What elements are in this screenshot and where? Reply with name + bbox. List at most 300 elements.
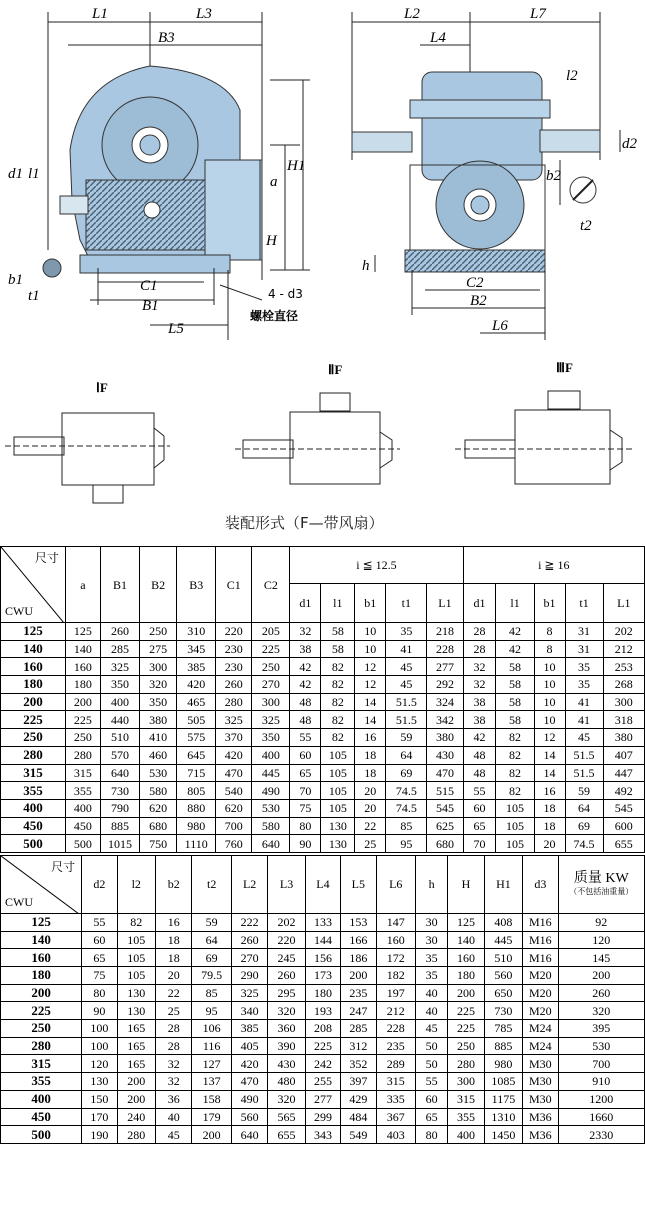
table-cell: 470 — [216, 764, 252, 782]
table-cell: 280 — [216, 693, 252, 711]
bolt-label: 4 - d3 — [268, 287, 303, 301]
table-cell: 82 — [496, 746, 534, 764]
table-cell: 32 — [155, 1073, 191, 1091]
table-cell: 10 — [534, 658, 565, 676]
table-cell: 355 — [65, 782, 100, 800]
table-cell: 450 — [65, 817, 100, 835]
table-cell: 200 — [558, 967, 644, 985]
table-cell: 490 — [231, 1090, 267, 1108]
table-cell: 100 — [82, 1020, 117, 1038]
table-cell: 160 — [376, 931, 416, 949]
table-cell: 116 — [192, 1037, 232, 1055]
table-cell: 429 — [341, 1090, 376, 1108]
table2-header-b2: b2 — [155, 855, 191, 913]
table-cell: 260 — [268, 967, 305, 985]
table-cell: 32 — [463, 676, 496, 694]
table-cell: M16 — [523, 949, 558, 967]
mass-header-label: 质量 KW — [573, 870, 629, 886]
table2-header-d2: d2 — [82, 855, 117, 913]
dim-H1: H1 — [287, 158, 306, 174]
table-cell: 560 — [484, 967, 522, 985]
table-cell: 45 — [416, 1020, 448, 1038]
table-cell: 48 — [290, 693, 321, 711]
dim-h: h — [362, 258, 370, 274]
table-row — [1, 835, 645, 853]
table-cell: 179 — [192, 1108, 232, 1126]
table-cell: 408 — [484, 913, 522, 931]
table-cell: 620 — [216, 799, 252, 817]
dim-L4: L4 — [430, 30, 446, 46]
table-row — [1, 764, 645, 782]
table-cell: 38 — [290, 640, 321, 658]
table-cell: 105 — [496, 799, 534, 817]
table-row — [1, 931, 645, 949]
table-cell: M30 — [523, 1090, 558, 1108]
model-cell: 250 — [1, 729, 66, 747]
table-cell: 230 — [216, 658, 252, 676]
table-cell: 510 — [100, 729, 139, 747]
model-cell: 315 — [1, 764, 66, 782]
table-cell: 460 — [140, 746, 177, 764]
table-cell: 69 — [192, 949, 232, 967]
mass-header-note: （不包括油重量） — [569, 886, 634, 896]
table-cell: 127 — [192, 1055, 232, 1073]
table1-subheader-a-t1: t1 — [386, 584, 427, 623]
table-cell: 680 — [427, 835, 463, 853]
table-cell: 165 — [117, 1020, 155, 1038]
table-cell: 785 — [484, 1020, 522, 1038]
table-cell: 170 — [82, 1108, 117, 1126]
table-cell: 35 — [565, 658, 603, 676]
table-row — [1, 913, 645, 931]
table-cell: 82 — [496, 764, 534, 782]
table-cell: 355 — [448, 1108, 484, 1126]
table-cell: 270 — [252, 676, 290, 694]
table-cell: 318 — [603, 711, 644, 729]
table-cell: 225 — [65, 711, 100, 729]
table-cell: 82 — [496, 782, 534, 800]
table-cell: 70 — [290, 782, 321, 800]
table-cell: 289 — [376, 1055, 416, 1073]
table-cell: 197 — [376, 984, 416, 1002]
model-cell: 200 — [1, 693, 66, 711]
table-cell: 14 — [534, 746, 565, 764]
table-cell: 14 — [534, 764, 565, 782]
dim-L1: L1 — [92, 6, 108, 22]
table-cell: 42 — [290, 676, 321, 694]
table-cell: 42 — [463, 729, 496, 747]
table-cell: 32 — [463, 658, 496, 676]
table-cell: 250 — [252, 658, 290, 676]
table-row — [1, 1002, 645, 1020]
table-cell: 18 — [355, 746, 386, 764]
table-cell: 315 — [65, 764, 100, 782]
table-cell: 144 — [305, 931, 340, 949]
table-row — [1, 1037, 645, 1055]
table-cell: 465 — [177, 693, 216, 711]
table-cell: 8 — [534, 640, 565, 658]
table-cell: 42 — [496, 623, 534, 641]
table-cell: 350 — [252, 729, 290, 747]
table-cell: 1660 — [558, 1108, 644, 1126]
table-cell: 166 — [341, 931, 376, 949]
table-cell: 320 — [140, 676, 177, 694]
table-cell: 310 — [177, 623, 216, 641]
table-cell: 490 — [252, 782, 290, 800]
table-cell: 82 — [321, 729, 355, 747]
table-cell: 268 — [603, 676, 644, 694]
table-cell: 105 — [321, 782, 355, 800]
table1-corner — [1, 547, 66, 623]
table2-header-L5: L5 — [341, 855, 376, 913]
table-cell: 150 — [82, 1090, 117, 1108]
table-cell: 59 — [565, 782, 603, 800]
table-cell: 540 — [216, 782, 252, 800]
dim-L2: L2 — [404, 6, 420, 22]
dimension-tables — [0, 546, 645, 1144]
table-cell: 45 — [386, 676, 427, 694]
table-cell: 58 — [496, 693, 534, 711]
table-cell: 385 — [231, 1020, 267, 1038]
table1-group-low-ratio: i ≦ 12.5 — [290, 547, 463, 584]
table-row — [1, 799, 645, 817]
table2-header-L6: L6 — [376, 855, 416, 913]
table-cell: 120 — [558, 931, 644, 949]
table1-subheader-a-L1: L1 — [427, 584, 463, 623]
table-cell: 147 — [376, 913, 416, 931]
table-cell: 92 — [558, 913, 644, 931]
table-cell: M30 — [523, 1073, 558, 1091]
table-cell: 65 — [416, 1108, 448, 1126]
table-cell: 190 — [82, 1126, 117, 1144]
table-cell: 342 — [427, 711, 463, 729]
table-cell: 32 — [155, 1055, 191, 1073]
side-view — [352, 12, 620, 340]
table-cell: 35 — [416, 949, 448, 967]
reducer-drawing — [0, 0, 645, 545]
model-cell: 180 — [1, 967, 82, 985]
table-cell: 140 — [448, 931, 484, 949]
table-cell: 165 — [117, 1055, 155, 1073]
table-row — [1, 729, 645, 747]
table-row — [1, 782, 645, 800]
table-cell: 58 — [321, 640, 355, 658]
assembly-forms — [5, 391, 632, 503]
table-cell: 36 — [155, 1090, 191, 1108]
table-cell: 51.5 — [386, 693, 427, 711]
table-cell: 280 — [65, 746, 100, 764]
table-cell: 80 — [416, 1126, 448, 1144]
table-cell: 60 — [416, 1090, 448, 1108]
table-cell: 640 — [231, 1126, 267, 1144]
table-cell: 625 — [427, 817, 463, 835]
table-cell: 640 — [252, 835, 290, 853]
table-cell: 180 — [65, 676, 100, 694]
table-cell: 1085 — [484, 1073, 522, 1091]
table-cell: 100 — [82, 1037, 117, 1055]
table-cell: 320 — [268, 1090, 305, 1108]
table-cell: 79.5 — [192, 967, 232, 985]
table-cell: 20 — [534, 835, 565, 853]
table-cell: 41 — [565, 711, 603, 729]
table-cell: 715 — [177, 764, 216, 782]
dim-d2: d2 — [622, 136, 637, 152]
dim-L5: L5 — [168, 321, 184, 337]
table-cell: 980 — [484, 1055, 522, 1073]
table-row — [1, 1126, 645, 1144]
table-cell: 172 — [376, 949, 416, 967]
table-cell: 324 — [427, 693, 463, 711]
table-cell: 20 — [355, 782, 386, 800]
table-cell: 620 — [140, 799, 177, 817]
table-row — [1, 1073, 645, 1091]
table-cell: 1200 — [558, 1090, 644, 1108]
dim-b2: b2 — [546, 168, 561, 184]
table-cell: 280 — [448, 1055, 484, 1073]
table-cell: 105 — [321, 764, 355, 782]
table-cell: 200 — [192, 1126, 232, 1144]
table-cell: 245 — [268, 949, 305, 967]
table-cell: 28 — [463, 640, 496, 658]
table1-subheader-b-L1: L1 — [603, 584, 644, 623]
table-cell: 220 — [216, 623, 252, 641]
table-row — [1, 658, 645, 676]
model-cell: 500 — [1, 835, 66, 853]
dim-B2: B2 — [470, 293, 487, 309]
table-cell: 120 — [82, 1055, 117, 1073]
table-cell: 30 — [416, 913, 448, 931]
table-cell: 45 — [565, 729, 603, 747]
table-cell: 130 — [82, 1073, 117, 1091]
table-cell: 58 — [321, 623, 355, 641]
table-cell: 352 — [341, 1055, 376, 1073]
table-cell: 247 — [341, 1002, 376, 1020]
table-row — [1, 623, 645, 641]
table-cell: 235 — [376, 1037, 416, 1055]
table-cell: 350 — [100, 676, 139, 694]
table1-corner-cwu: CWU — [5, 604, 33, 618]
table-cell: 440 — [100, 711, 139, 729]
table-cell: 510 — [484, 949, 522, 967]
table-cell: 400 — [65, 799, 100, 817]
table-cell: 1175 — [484, 1090, 522, 1108]
table-cell: 82 — [321, 693, 355, 711]
table-cell: 165 — [117, 1037, 155, 1055]
table-cell: 480 — [268, 1073, 305, 1091]
table-cell: 315 — [376, 1073, 416, 1091]
table-cell: 64 — [386, 746, 427, 764]
table-cell: 18 — [355, 764, 386, 782]
table2-header-h: h — [416, 855, 448, 913]
table-cell: 59 — [386, 729, 427, 747]
table-cell: 228 — [427, 640, 463, 658]
table-cell: 430 — [427, 746, 463, 764]
table-cell: 182 — [376, 967, 416, 985]
table1-header-B3: B3 — [177, 547, 216, 623]
table-row — [1, 949, 645, 967]
table1-header-B2: B2 — [140, 547, 177, 623]
table-cell: 410 — [140, 729, 177, 747]
table-cell: M20 — [523, 967, 558, 985]
model-cell: 250 — [1, 1020, 82, 1038]
table-row — [1, 1055, 645, 1073]
table2-header-H: H — [448, 855, 484, 913]
table-cell: 74.5 — [386, 799, 427, 817]
table-cell: 880 — [177, 799, 216, 817]
table-cell: 137 — [192, 1073, 232, 1091]
table-cell: 580 — [140, 782, 177, 800]
table-cell: 65 — [463, 817, 496, 835]
table-cell: 8 — [534, 623, 565, 641]
table-cell: 312 — [341, 1037, 376, 1055]
table1-subheader-b-t1: t1 — [565, 584, 603, 623]
table-cell: M36 — [523, 1126, 558, 1144]
table-cell: 51.5 — [386, 711, 427, 729]
table-cell: 220 — [268, 931, 305, 949]
model-cell: 355 — [1, 1073, 82, 1091]
table-cell: 200 — [341, 967, 376, 985]
table-cell: 50 — [416, 1037, 448, 1055]
table-cell: 395 — [558, 1020, 644, 1038]
table-cell: M16 — [523, 913, 558, 931]
table2-corner — [1, 855, 82, 913]
table-cell: 16 — [355, 729, 386, 747]
table-cell: 105 — [117, 931, 155, 949]
table-cell: 25 — [155, 1002, 191, 1020]
table-cell: 55 — [463, 782, 496, 800]
table-cell: 20 — [155, 967, 191, 985]
table-cell: 730 — [100, 782, 139, 800]
table-cell: 530 — [558, 1037, 644, 1055]
model-cell: 315 — [1, 1055, 82, 1073]
table-cell: 350 — [140, 693, 177, 711]
table-cell: 225 — [252, 640, 290, 658]
table-cell: 655 — [268, 1126, 305, 1144]
table-cell: 253 — [603, 658, 644, 676]
table-cell: 28 — [155, 1037, 191, 1055]
table-cell: 18 — [534, 817, 565, 835]
table-cell: 14 — [355, 711, 386, 729]
table-cell: 700 — [216, 817, 252, 835]
table-cell: 400 — [448, 1126, 484, 1144]
table-cell: 59 — [192, 913, 232, 931]
table-cell: 235 — [341, 984, 376, 1002]
table-cell: 218 — [427, 623, 463, 641]
table-cell: 400 — [252, 746, 290, 764]
table-cell: 42 — [290, 658, 321, 676]
table-cell: 515 — [427, 782, 463, 800]
table-cell: 74.5 — [386, 782, 427, 800]
table-cell: 48 — [463, 764, 496, 782]
table-cell: 202 — [268, 913, 305, 931]
table-cell: 360 — [268, 1020, 305, 1038]
model-cell: 280 — [1, 746, 66, 764]
table-cell: 82 — [321, 658, 355, 676]
table-cell: 212 — [376, 1002, 416, 1020]
table-cell: 105 — [321, 799, 355, 817]
table-cell: 805 — [177, 782, 216, 800]
table-cell: 45 — [155, 1126, 191, 1144]
model-cell: 125 — [1, 913, 82, 931]
table-cell: 35 — [416, 967, 448, 985]
table-cell: M24 — [523, 1037, 558, 1055]
table-cell: 200 — [448, 984, 484, 1002]
table-cell: 75 — [290, 799, 321, 817]
table2-header-L3: L3 — [268, 855, 305, 913]
table-cell: 325 — [252, 711, 290, 729]
table2-header-L2: L2 — [231, 855, 267, 913]
table-cell: 447 — [603, 764, 644, 782]
table-cell: 55 — [416, 1073, 448, 1091]
table-cell: 55 — [290, 729, 321, 747]
table-cell: 82 — [321, 676, 355, 694]
table-cell: 130 — [117, 1002, 155, 1020]
table-cell: 1110 — [177, 835, 216, 853]
table-cell: 30 — [416, 931, 448, 949]
table-cell: 275 — [140, 640, 177, 658]
table-cell: 58 — [496, 676, 534, 694]
table-cell: 156 — [305, 949, 340, 967]
table-cell: 380 — [603, 729, 644, 747]
table-cell: 60 — [290, 746, 321, 764]
table-cell: 407 — [603, 746, 644, 764]
table-cell: 290 — [231, 967, 267, 985]
model-cell: 400 — [1, 799, 66, 817]
table-cell: 41 — [565, 693, 603, 711]
table-cell: 58 — [496, 711, 534, 729]
model-cell: 160 — [1, 658, 66, 676]
table-cell: 85 — [386, 817, 427, 835]
table-cell: 105 — [321, 746, 355, 764]
dim-C1: C1 — [140, 278, 158, 294]
table-cell: 12 — [534, 729, 565, 747]
table-cell: 1310 — [484, 1108, 522, 1126]
table-cell: 650 — [484, 984, 522, 1002]
table-cell: 400 — [100, 693, 139, 711]
table-cell: 133 — [305, 913, 340, 931]
table-cell: 95 — [386, 835, 427, 853]
model-cell: 180 — [1, 676, 66, 694]
table1-header-a: a — [65, 547, 100, 623]
assembly-label-2: ⅡF — [328, 362, 343, 377]
table-cell: 299 — [305, 1108, 340, 1126]
table-cell: 325 — [100, 658, 139, 676]
table1-header-C1: C1 — [216, 547, 252, 623]
table-cell: 565 — [268, 1108, 305, 1126]
table-cell: 560 — [231, 1108, 267, 1126]
table-cell: 200 — [117, 1090, 155, 1108]
table-cell: 580 — [252, 817, 290, 835]
table-cell: 58 — [496, 658, 534, 676]
table-cell: 40 — [416, 1002, 448, 1020]
table-cell: 335 — [376, 1090, 416, 1108]
table-cell: 90 — [290, 835, 321, 853]
table2-header-t2: t2 — [192, 855, 232, 913]
table-cell: 420 — [177, 676, 216, 694]
table1-subheader-b-l1: l1 — [496, 584, 534, 623]
table-cell: 1450 — [484, 1126, 522, 1144]
table-cell: 385 — [177, 658, 216, 676]
table-cell: 160 — [448, 949, 484, 967]
table-cell: 10 — [355, 640, 386, 658]
table-cell: 645 — [177, 746, 216, 764]
table-cell: 600 — [603, 817, 644, 835]
dim-b1: b1 — [8, 272, 23, 288]
table-cell: 95 — [192, 1002, 232, 1020]
table-cell: 69 — [386, 764, 427, 782]
table-cell: 158 — [192, 1090, 232, 1108]
table-cell: 1015 — [100, 835, 139, 853]
